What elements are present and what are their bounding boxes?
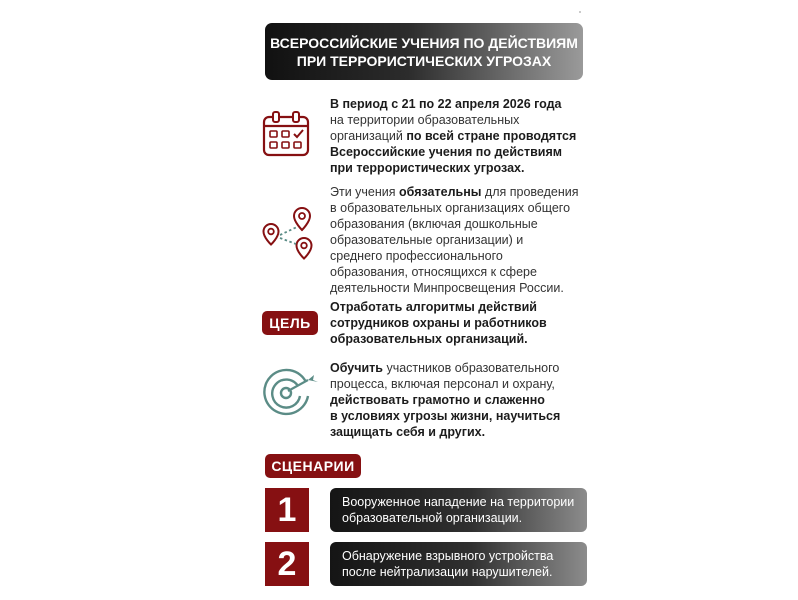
dates-line-2: на территории образовательных <box>330 113 520 127</box>
scenario-2-line-1: Обнаружение взрывного устройства <box>342 549 554 563</box>
learn-line-5: защищать себя и других. <box>330 425 486 439</box>
title-banner <box>265 23 583 80</box>
dates-text <box>330 96 576 176</box>
goal-line-2: сотрудников охраны и работников <box>330 316 547 330</box>
scenario-number-2: 2 <box>265 542 309 586</box>
goal-line-3: образовательных организаций. <box>330 332 528 346</box>
title-line-1: ВСЕРОССИЙСКИЕ УЧЕНИЯ ПО ДЕЙСТВИЯМ <box>270 34 578 51</box>
dates-line-3b: по всей стране проводятся <box>406 129 577 143</box>
goal-badge: ЦЕЛЬ <box>262 311 318 335</box>
mandatory-line-5: среднего профессионального <box>330 249 503 263</box>
mandatory-line-7: деятельности Минпросвещения России. <box>330 281 564 295</box>
target-icon <box>262 366 318 423</box>
mandatory-line-1b: обязательны <box>399 185 482 199</box>
dates-line-4: Всероссийские учения по действиям <box>330 145 563 159</box>
mandatory-line-3: образования (включая дошкольные <box>330 217 538 231</box>
decorative-dot <box>579 11 581 13</box>
mandatory-line-6: образования, относящихся к сфере <box>330 265 537 279</box>
learn-line-1a: Обучить <box>330 361 383 375</box>
goal-line-1: Отработать алгоритмы действий <box>330 300 537 314</box>
learn-text <box>330 360 560 440</box>
mandatory-line-1c: для проведения <box>481 185 579 199</box>
mandatory-line-4: образовательные организации) и <box>330 233 524 247</box>
goal-text <box>330 299 547 347</box>
scenario-bar-2 <box>330 542 587 586</box>
scenario-1-line-1: Вооруженное нападение на территории <box>342 495 575 509</box>
scenario-2-line-2: после нейтрализации нарушителей. <box>342 565 553 579</box>
scenarios-badge: СЦЕНАРИИ <box>265 454 361 478</box>
learn-line-3: действовать грамотно и слаженно <box>330 393 545 407</box>
dates-bold: В период с 21 по 22 апреля 2026 года <box>330 97 562 111</box>
title-line-2: ПРИ ТЕРРОРИСТИЧЕСКИХ УГРОЗАХ <box>296 52 552 69</box>
scenario-1-line-2: образовательной организации. <box>342 511 523 525</box>
learn-line-4: в условиях угрозы жизни, научиться <box>330 409 561 423</box>
dates-line-5: при террористических угрозах. <box>330 161 525 175</box>
learn-line-1b: участников образовательного <box>382 361 560 375</box>
mandatory-line-2: в образовательных организациях общего <box>330 201 571 215</box>
calendar-icon <box>262 110 310 163</box>
dates-line-3a: организаций <box>330 129 407 143</box>
learn-line-2: процесса, включая персонал и охрану, <box>330 377 555 391</box>
location-pins-icon <box>262 207 318 268</box>
scenario-number-1: 1 <box>265 488 309 532</box>
scenario-bar-1 <box>330 488 587 532</box>
mandatory-text <box>330 184 579 296</box>
mandatory-line-1a: Эти учения <box>330 185 400 199</box>
